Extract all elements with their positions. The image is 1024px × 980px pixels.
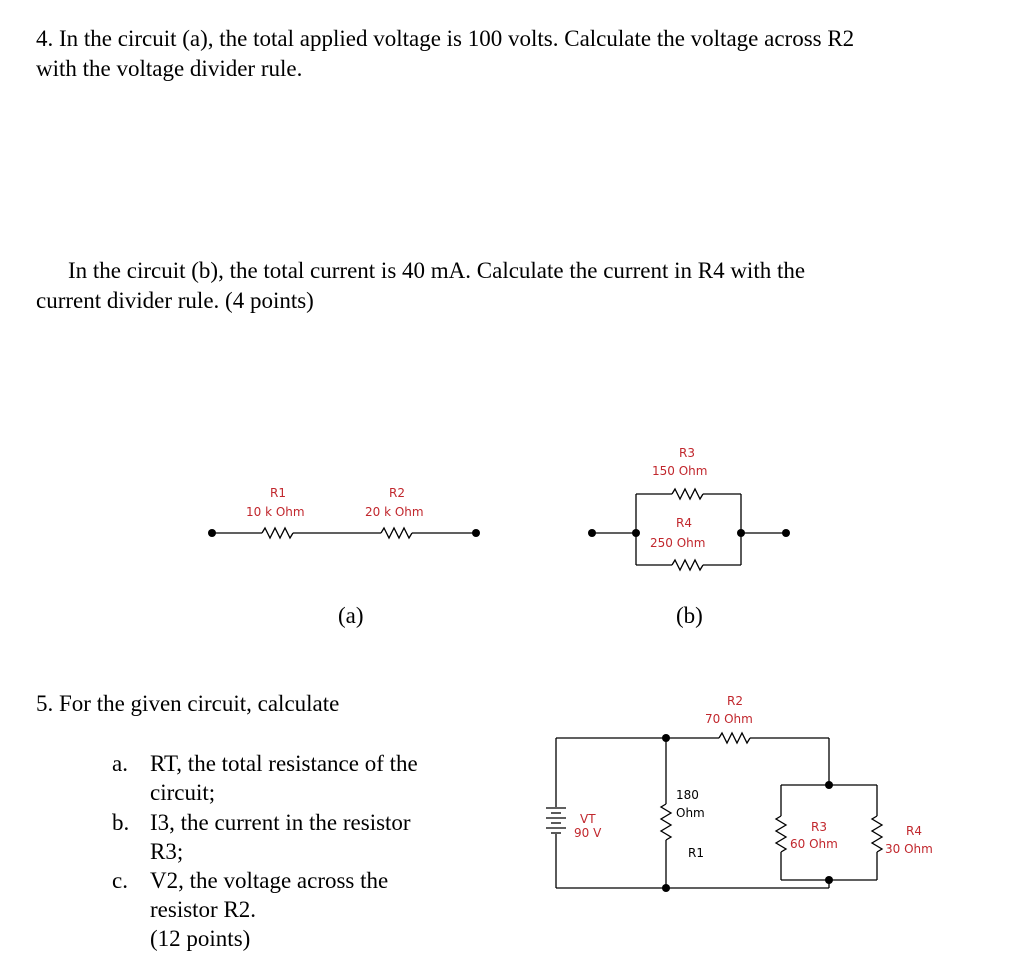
resistor-r3b-zigzag	[672, 489, 703, 499]
terminal-b-right	[782, 529, 790, 537]
r1-a-name: R1	[270, 486, 286, 500]
q5-item-c-line2: resistor R2.	[150, 897, 257, 922]
q4-line1: 4. In the circuit (a), the total applied voltage is 100 volts. Calculate the voltage across R2	[36, 26, 855, 51]
vt-name: VT	[580, 812, 596, 826]
r1-a-value: 10 k Ohm	[246, 505, 305, 519]
r2-a-name: R2	[389, 486, 405, 500]
r1-5-value-line1: 180	[676, 788, 699, 802]
r3-5-name: R3	[811, 820, 827, 834]
resistor-r1-5-zigzag	[661, 804, 671, 840]
node-5-top-right	[825, 781, 833, 789]
q5-item-c-line1: V2, the voltage across the	[150, 868, 389, 893]
r1-5-value-line2: Ohm	[676, 806, 705, 820]
resistor-r3-5-zigzag	[776, 816, 786, 852]
r2-a-value: 20 k Ohm	[365, 505, 424, 519]
node-5-top-left	[662, 734, 670, 742]
resistor-r2-5-zigzag	[719, 733, 750, 743]
r1-5-name: R1	[688, 846, 704, 860]
q4-part-b-line1: In the circuit (b), the total current is 40 mA. Calculate the current in R4 with the	[68, 258, 806, 283]
r3-5-value: 60 Ohm	[790, 837, 838, 851]
circuit-b-caption: (b)	[676, 603, 703, 628]
q5-item-b-line1: I3, the current in the resistor	[150, 810, 411, 835]
vt-value: 90 V	[574, 826, 602, 840]
q5-item-b-line2: R3;	[150, 839, 184, 864]
circuit-a-caption: (a)	[338, 603, 364, 628]
node-b-right	[737, 529, 745, 537]
q5-item-c-marker: c.	[112, 868, 128, 893]
resistor-r4b-zigzag	[672, 560, 703, 570]
node-b-left	[632, 529, 640, 537]
circuit-a	[212, 528, 476, 538]
r4-5-name: R4	[906, 824, 922, 838]
terminal-b-left	[588, 529, 596, 537]
node-5-bottom-left	[662, 884, 670, 892]
circuit-5	[546, 733, 882, 888]
node-5-bottom-right	[825, 876, 833, 884]
r2-5-name: R2	[727, 694, 743, 708]
resistor-r1-zigzag	[262, 528, 293, 538]
resistor-r2-zigzag	[381, 528, 412, 538]
resistor-r4-5-zigzag	[872, 816, 882, 852]
r4-b-name: R4	[676, 516, 692, 530]
r4-5-value: 30 Ohm	[885, 842, 933, 856]
q5-item-a-marker: a.	[112, 751, 128, 776]
r3-b-value: 150 Ohm	[652, 464, 708, 478]
q4-part-b-line2: current divider rule. (4 points)	[36, 288, 314, 313]
q5-item-b-marker: b.	[112, 810, 130, 835]
r2-5-value: 70 Ohm	[705, 712, 753, 726]
terminal-a-left	[208, 529, 216, 537]
r3-b-name: R3	[679, 446, 695, 460]
terminal-a-right	[472, 529, 480, 537]
q5-item-a-line1: RT, the total resistance of the	[150, 751, 418, 776]
q4-line2: with the voltage divider rule.	[36, 56, 303, 81]
q5-item-c-line3: (12 points)	[150, 926, 251, 951]
q5-intro: 5. For the given circuit, calculate	[36, 691, 340, 716]
q5-item-a-line2: circuit;	[150, 780, 216, 805]
r4-b-value: 250 Ohm	[650, 536, 706, 550]
